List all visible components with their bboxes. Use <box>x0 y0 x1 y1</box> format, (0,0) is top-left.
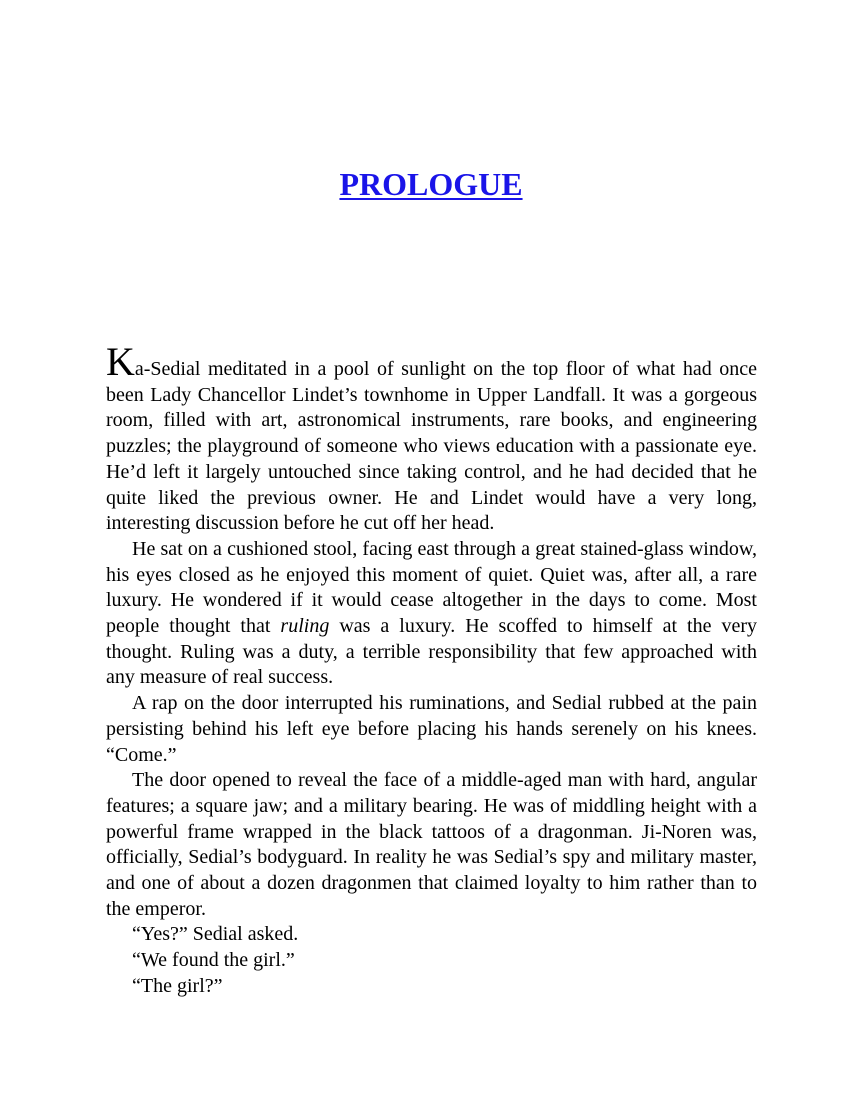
paragraph-4: The door opened to reveal the face of a middle-aged man with hard, angular features; a square jaw; and a military bearing. He was of middling height with a powerful frame wrapped in the black tattoos of a dragonman. Ji-Noren was, officially, Sedial’s bodyguard. In reality he was Sedial’s spy and military master, and one of about a dozen dragonmen that claimed loyalty to him rather than to the emperor. <box>106 769 757 920</box>
paragraph-2-text-before: He sat on a cushioned stool, facing east through a great stained-glass window, his eyes closed as he enjoyed this moment of quiet. Quiet was, after all, a rare luxury. He wondered if it would cease altogether in the days to come. Most people thought that <box>106 537 757 638</box>
drop-cap-letter: K <box>106 339 135 384</box>
paragraph-5: “Yes?” Sedial asked. <box>132 923 299 946</box>
chapter-body <box>106 339 757 1000</box>
paragraph-2-emphasis: ruling <box>280 615 330 638</box>
paragraph-1 <box>106 339 757 537</box>
paragraph-6: “We found the girl.” <box>132 949 295 972</box>
paragraph-7: “The girl?” <box>132 974 223 997</box>
chapter-title-link[interactable]: PROLOGUE <box>339 166 523 202</box>
paragraph-2-text-after: was a luxury. He scoffed to himself at the very thought. Ruling was a duty, a terrible responsibility that few approached with any measure of real success. <box>106 615 757 689</box>
paragraph-1-text: a-Sedial meditated in a pool of sunlight on the top floor of what had once been Lady Chancellor Lindet’s townhome in Upper Landfall. It was a gorgeous room, filled with art, astronomical instruments, rare books, and engineering puzzles; the playground of someone who views education with a passionate eye. He’d left it largely untouched since taking control, and he had decided that he quite liked the previous owner. He and Lindet would have a very long, interesting discussion before he cut off her head. <box>106 358 757 535</box>
chapter-title <box>0 164 862 204</box>
paragraph-2 <box>106 537 757 691</box>
paragraph-3: A rap on the door interrupted his ruminations, and Sedial rubbed at the pain persisting behind his left eye before placing his hands serenely on his knees. “Come.” <box>106 692 757 766</box>
